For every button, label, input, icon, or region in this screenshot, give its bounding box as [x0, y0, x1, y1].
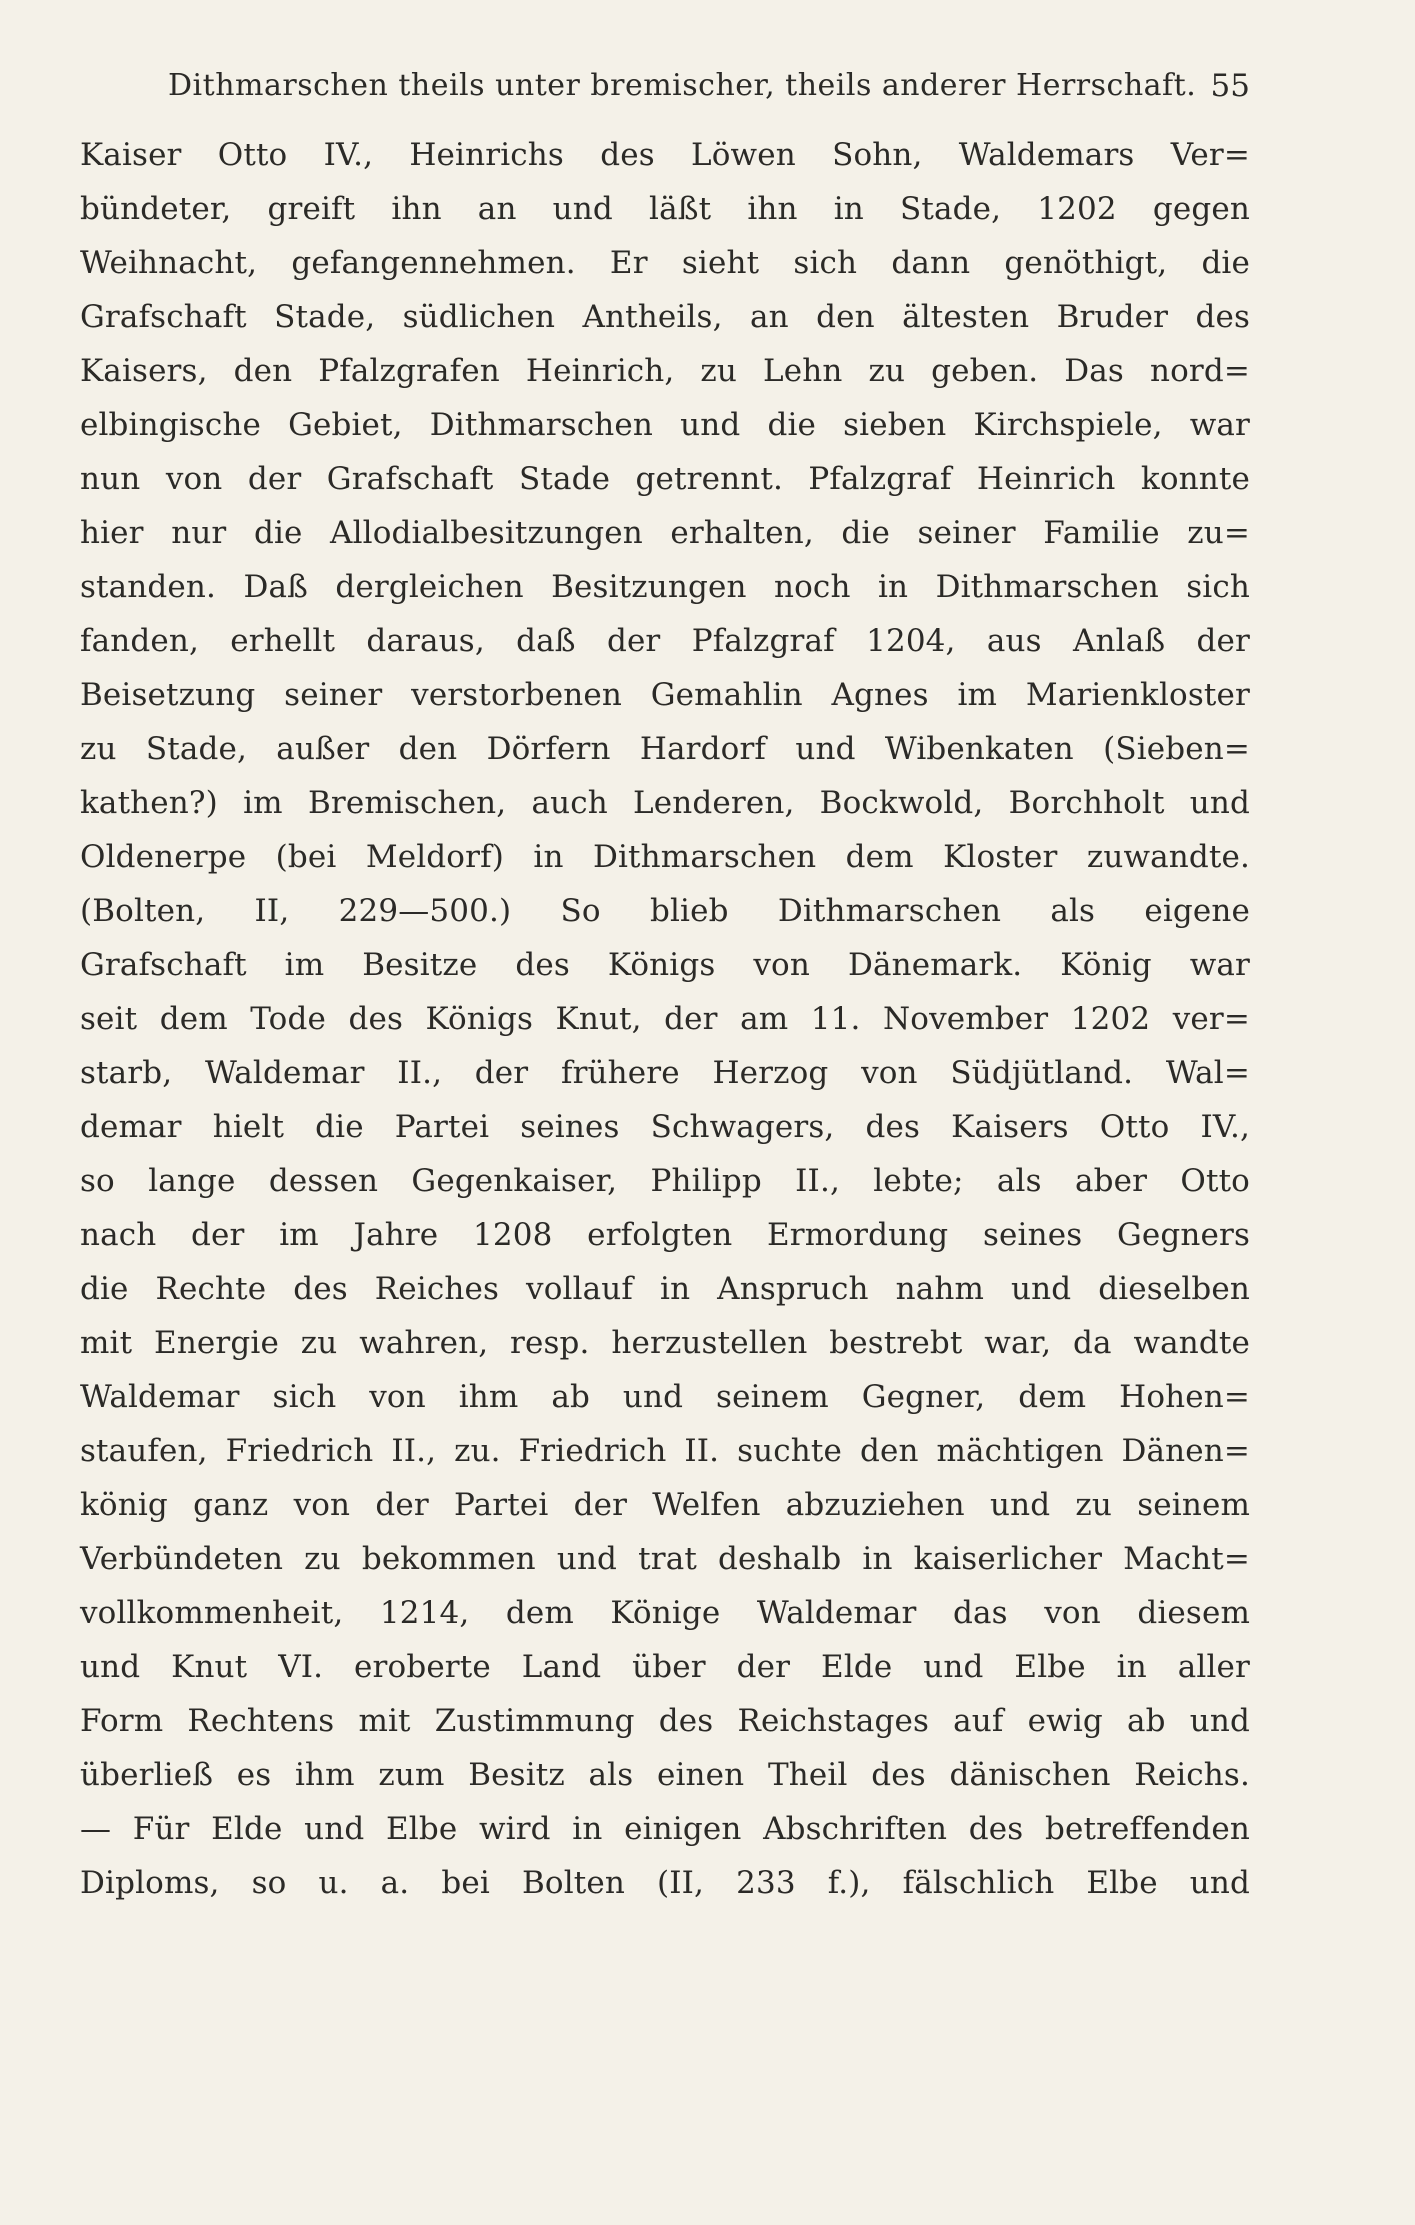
running-head [80, 62, 1250, 110]
text-line: hier nur die Allodialbesitzungen erhalten, die seiner Familie zu= [80, 515, 1250, 551]
text-line: standen. Daß dergleichen Besitzungen noch in Dithmarschen sich [80, 569, 1250, 605]
text-line: die Rechte des Reiches vollauf in Anspruch nahm und dieselben [80, 1271, 1250, 1307]
text-line: so lange dessen Gegenkaiser, Philipp II., lebte; als aber Otto [80, 1163, 1250, 1199]
text-line: überließ es ihm zum Besitz als einen Theil des dänischen Reichs. [80, 1757, 1250, 1793]
running-title: Dithmarschen theils unter bremischer, theils anderer Herrschaft. [168, 68, 1197, 103]
text-line: fanden, erhellt daraus, daß der Pfalzgraf 1204, aus Anlaß der [80, 623, 1250, 659]
text-line: seit dem Tode des Königs Knut, der am 11. November 1202 ver= [80, 1001, 1250, 1037]
text-line: starb, Waldemar II., der frühere Herzog von Südjütland. Wal= [80, 1055, 1250, 1091]
text-line: Waldemar sich von ihm ab und seinem Gegner, dem Hohen= [80, 1379, 1250, 1415]
text-line: mit Energie zu wahren, resp. herzustellen bestrebt war, da wandte [80, 1325, 1250, 1361]
text-line: Weihnacht, gefangennehmen. Er sieht sich dann genöthigt, die [80, 245, 1250, 281]
text-line: Grafschaft im Besitze des Königs von Dänemark. König war [80, 947, 1250, 983]
text-line: vollkommenheit, 1214, dem Könige Waldemar das von diesem [80, 1595, 1250, 1631]
text-line: staufen, Friedrich II., zu. Friedrich II. suchte den mächtigen Dänen= [80, 1433, 1250, 1469]
text-line: Diploms, so u. a. bei Bolten (II, 233 f.), fälschlich Elbe und [80, 1865, 1250, 1901]
text-line: könig ganz von der Partei der Welfen abzuziehen und zu seinem [80, 1487, 1250, 1523]
text-line: Kaisers, den Pfalzgrafen Heinrich, zu Lehn zu geben. Das nord= [80, 353, 1250, 389]
text-line: nun von der Grafschaft Stade getrennt. Pfalzgraf Heinrich konnte [80, 461, 1250, 497]
text-line: Verbündeten zu bekommen und trat deshalb in kaiserlicher Macht= [80, 1541, 1250, 1577]
text-line: zu Stade, außer den Dörfern Hardorf und Wibenkaten (Sieben= [80, 731, 1250, 767]
text-line: demar hielt die Partei seines Schwagers, des Kaisers Otto IV., [80, 1109, 1250, 1145]
body-text [80, 128, 1250, 2068]
text-line: (Bolten, II, 229—500.) So blieb Dithmarschen als eigene [80, 893, 1250, 929]
text-line: bündeter, greift ihn an und läßt ihn in Stade, 1202 gegen [80, 191, 1250, 227]
text-line: Form Rechtens mit Zustimmung des Reichstages auf ewig ab und [80, 1703, 1250, 1739]
text-line: — Für Elde und Elbe wird in einigen Abschriften des betreffenden [80, 1811, 1250, 1847]
text-line: und Knut VI. eroberte Land über der Elde und Elbe in aller [80, 1649, 1250, 1685]
text-line: elbingische Gebiet, Dithmarschen und die sieben Kirchspiele, war [80, 407, 1250, 443]
text-line: Grafschaft Stade, südlichen Antheils, an den ältesten Bruder des [80, 299, 1250, 335]
page-number: 55 [1210, 68, 1250, 104]
text-line: kathen?) im Bremischen, auch Lenderen, Bockwold, Borchholt und [80, 785, 1250, 821]
text-line: Oldenerpe (bei Meldorf) in Dithmarschen dem Kloster zuwandte. [80, 839, 1250, 875]
text-line: nach der im Jahre 1208 erfolgten Ermordung seines Gegners [80, 1217, 1250, 1253]
text-line: Beisetzung seiner verstorbenen Gemahlin Agnes im Marienkloster [80, 677, 1250, 713]
text-line: Kaiser Otto IV., Heinrichs des Löwen Sohn, Waldemars Ver= [80, 137, 1250, 173]
